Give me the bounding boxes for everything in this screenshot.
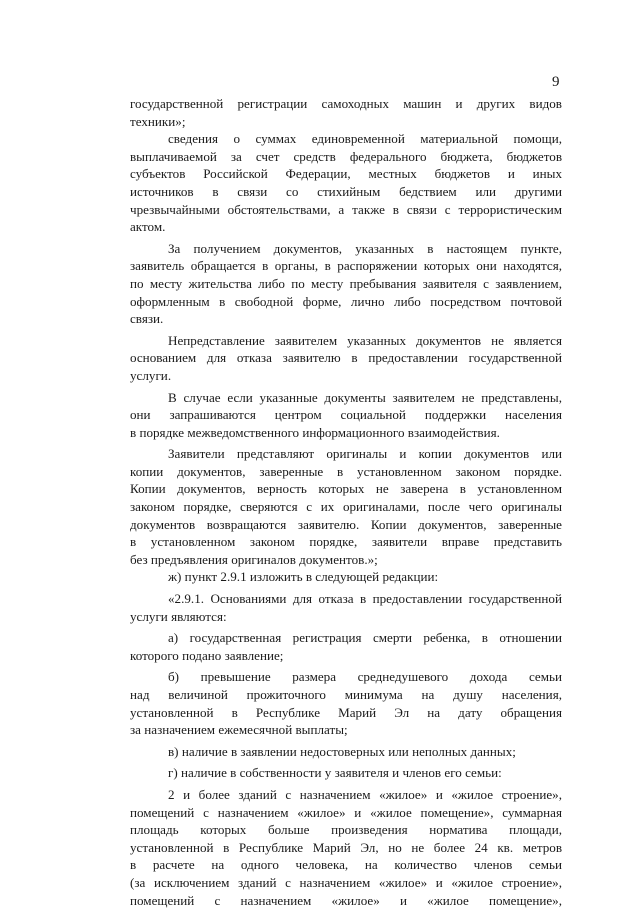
text-line: Копии документов, верность которых не заверена в установленном (130, 481, 562, 497)
text-line: сведения о суммах единовременной материальной помощи, (168, 131, 562, 147)
text-line: связи. (130, 311, 164, 327)
text-line: За получением документов, указанных в настоящем пункте, (168, 240, 562, 256)
text-line: субъектов Российской Федерации, местных бюджетов и иных (130, 166, 562, 182)
text-line: в установленном законом порядке, заявители вправе представить (130, 534, 562, 550)
text-line: основанием для отказа заявителю в предоставлении государственной (130, 350, 562, 366)
document-body (130, 95, 562, 909)
text-line: Непредставление заявителем указанных документов не является (168, 332, 562, 348)
text-line: г) наличие в собственности у заявителя и членов его семьи: (168, 765, 502, 781)
text-line: выплачиваемой за счет средств федерального бюджета, бюджетов (130, 148, 562, 164)
text-line: документов возвращаются заявителю. Копии документов, заверенные (130, 516, 562, 532)
text-line: установленной в Республике Марий Эл на дату обращения (130, 704, 562, 720)
text-line: помещений с назначением «жилое» и «жилое помещение», суммарная (130, 804, 562, 820)
text-line: в) наличие в заявлении недостоверных или неполных данных; (168, 743, 516, 759)
text-line: они запрашиваются центром социальной поддержки населения (130, 407, 562, 423)
text-line: площадь которых больше произведения норматива площади, (130, 822, 562, 838)
text-line: оформленным в свободной форме, лично либо посредством почтовой (130, 293, 562, 309)
text-line: законом порядке, сверяются с их оригиналами, после чего оригиналы (130, 499, 562, 515)
text-line: Заявители представляют оригиналы и копии документов или (168, 446, 562, 462)
text-line: техники»; (130, 113, 186, 129)
text-line: в порядке межведомственного информационного взаимодействия. (130, 424, 500, 440)
text-line: актом. (130, 219, 166, 235)
text-line: 2 и более зданий с назначением «жилое» и «жилое строение», (168, 786, 562, 802)
text-line: за назначением ежемесячной выплаты; (130, 722, 348, 738)
text-line: чрезвычайными обстоятельствами, а также в связи с террористическим (130, 201, 562, 217)
text-line: «2.9.1. Основаниями для отказа в предоставлении государственной (168, 591, 562, 607)
page-number: 9 (552, 74, 560, 90)
text-line: заявитель обращается в органы, в распоряжении которых они находятся, (130, 258, 562, 274)
text-line: услуги являются: (130, 608, 227, 624)
text-line: (за исключением зданий с назначением «жилое» и «жилое строение», (130, 874, 562, 890)
text-line: без предъявления оригиналов документов.»; (130, 551, 378, 567)
text-line: установленной в Республике Марий Эл, но не более 24 кв. метров (130, 839, 562, 855)
text-line: помещений с назначением «жилое» и «жилое помещение», (130, 892, 562, 908)
text-line: копии документов, заверенные в установленном законом порядке. (130, 463, 562, 479)
text-line: которого подано заявление; (130, 647, 284, 663)
text-line: ж) пункт 2.9.1 изложить в следующей редакции: (168, 569, 439, 585)
text-line: В случае если указанные документы заявителем не представлены, (168, 389, 562, 405)
text-line: источников в связи со стихийным бедствием или другими (130, 183, 562, 199)
text-line: государственной регистрации самоходных машин и других видов (130, 96, 562, 111)
text-line: услуги. (130, 367, 172, 383)
text-line: по месту жительства либо по месту пребывания заявителя с заявлением, (130, 275, 562, 291)
text-line: в расчете на одного человека, на количество членов семьи (130, 857, 562, 873)
text-line: а) государственная регистрация смерти ребенка, в отношении (168, 630, 562, 646)
text-line: б) превышение размера среднедушевого дохода семьи (168, 669, 562, 685)
text-line: над величиной прожиточного минимума на душу населения, (130, 687, 562, 702)
